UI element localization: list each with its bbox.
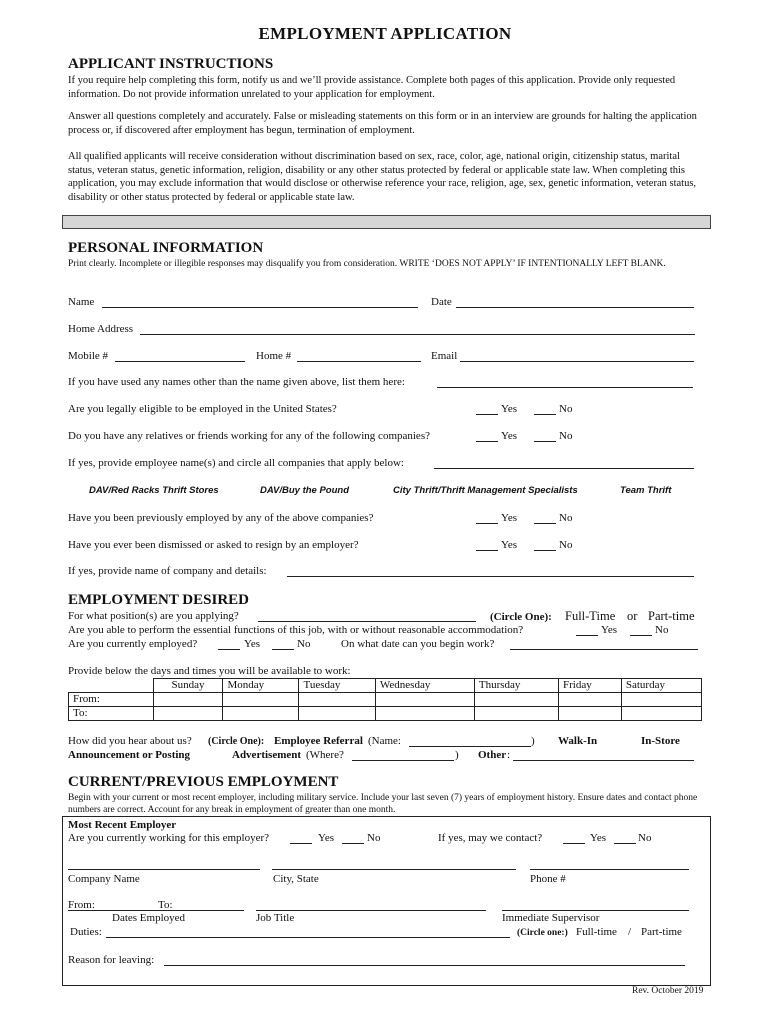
previously-employed-yes-label: Yes [501, 512, 518, 524]
name-field[interactable] [102, 307, 418, 308]
dismissed-no-label: No [559, 539, 573, 551]
day-sunday: Sunday [153, 679, 223, 693]
job-title-label: Job Title [256, 912, 295, 924]
relatives-names-label: If yes, provide employee name(s) and circle all companies that apply below: [68, 457, 404, 469]
company-name-field[interactable] [68, 869, 260, 870]
eligible-no-blank[interactable] [534, 414, 556, 415]
instructions-paragraph-3: All qualified applicants will receive consideration without discrimination based on sex, race, color, age, national origin, citizenship status, marital status, veteran status, genetic information, religion, disability or any other status protected by federal or applicable state law. When completing this application, you may exclude information that would disclose or otherwise reference your race, religion, age, sex, genetic information, veteran status, disability or other status protected by federal or applicable state law. [68, 151, 697, 203]
or-text: or [627, 609, 638, 623]
thursday-to-cell[interactable] [474, 707, 558, 721]
day-monday: Monday [223, 679, 299, 693]
duties-option-part-time[interactable]: Part-time [641, 926, 682, 938]
other-field[interactable] [513, 760, 694, 761]
employment-heading: CURRENT/PREVIOUS EMPLOYMENT [68, 774, 339, 790]
relatives-no-blank[interactable] [534, 441, 556, 442]
desired-heading: EMPLOYMENT DESIRED [68, 592, 249, 608]
sunday-from-cell[interactable] [153, 693, 223, 707]
essential-yes-blank[interactable] [576, 635, 598, 636]
availability-corner [69, 679, 154, 693]
company-dav-red-racks[interactable]: DAV/Red Racks Thrift Stores [89, 485, 219, 496]
duties-label: Duties: [70, 926, 102, 938]
other-names-field[interactable] [437, 387, 693, 388]
currently-working-yes-blank[interactable] [290, 843, 312, 844]
mobile-field[interactable] [115, 361, 245, 362]
email-field[interactable] [460, 361, 694, 362]
eligible-no-label: No [559, 403, 573, 415]
dates-from-label: From: [68, 899, 95, 911]
page-title: EMPLOYMENT APPLICATION [258, 24, 512, 43]
company-city-thrift[interactable]: City Thrift/Thrift Management Specialists [393, 485, 578, 496]
instructions-paragraph-2: Answer all questions completely and accurately. False or misleading statements on this form or in an interview are grounds for halting the application process or, if discovered after employment has begun, termination of employment. [68, 111, 697, 136]
currently-working-yes-label: Yes [318, 832, 335, 844]
relatives-no-label: No [559, 430, 573, 442]
dates-employed-field[interactable] [68, 910, 244, 911]
wednesday-to-cell[interactable] [375, 707, 474, 721]
option-part-time[interactable]: Part-time [648, 609, 695, 623]
personal-note: Print clearly. Incomplete or illegible responses may disqualify you from consideration. WRITE ‘DOES NOT APPLY’ IF INTENTIONALLY LEFT BLANK. [68, 259, 666, 269]
referral-name-field[interactable] [409, 746, 531, 747]
essential-no-label: No [655, 624, 669, 636]
essential-no-blank[interactable] [630, 635, 652, 636]
dismissed-yes-label: Yes [501, 539, 518, 551]
employment-note: Begin with your current or most recent employer, including military service. Include your last seven (7) years of employment history. Ensure dates and contact phone numbers are correct. Account for any break in employment of greater than one month. [68, 793, 698, 815]
eligible-question: Are you legally eligible to be employed in the United States? [68, 403, 337, 415]
company-name-label: Company Name [68, 873, 140, 885]
wednesday-from-cell[interactable] [375, 693, 474, 707]
may-contact-no-label: No [638, 832, 652, 844]
company-dav-buy-the-pound[interactable]: DAV/Buy the Pound [260, 485, 350, 496]
currently-employed-yes-label: Yes [244, 638, 261, 650]
job-title-field[interactable] [256, 910, 486, 911]
reason-leaving-field[interactable] [164, 965, 685, 966]
tuesday-from-cell[interactable] [299, 693, 375, 707]
dismissed-question: Have you ever been dismissed or asked to resign by an employer? [68, 539, 359, 551]
other-colon: : [507, 749, 511, 761]
option-announcement[interactable]: Announcement or Posting [68, 749, 191, 761]
city-state-label: City, State [273, 873, 319, 885]
essential-yes-label: Yes [601, 624, 618, 636]
phone-label: Phone # [530, 873, 566, 885]
option-in-store[interactable]: In-Store [641, 735, 680, 747]
day-tuesday: Tuesday [299, 679, 375, 693]
dismissed-no-blank[interactable] [534, 550, 556, 551]
availability-table [68, 678, 702, 721]
currently-working-no-label: No [367, 832, 381, 844]
eligible-yes-blank[interactable] [476, 414, 498, 415]
home-address-field[interactable] [140, 334, 695, 335]
currently-employed-no-blank[interactable] [272, 649, 294, 650]
hear-about-label: How did you hear about us? [68, 735, 192, 747]
option-advertisement[interactable]: Advertisement [232, 749, 302, 761]
relatives-yes-blank[interactable] [476, 441, 498, 442]
day-thursday: Thursday [474, 679, 558, 693]
day-saturday: Saturday [621, 679, 701, 693]
position-field[interactable] [258, 621, 476, 622]
revision-date: Rev. October 2019 [632, 986, 704, 996]
currently-working-no-blank[interactable] [342, 843, 364, 844]
previously-employed-no-blank[interactable] [534, 523, 556, 524]
may-contact-yes-blank[interactable] [563, 843, 585, 844]
date-field[interactable] [456, 307, 694, 308]
company-details-label: If yes, provide name of company and details: [68, 565, 267, 577]
home-phone-label: Home # [256, 350, 292, 362]
supervisor-field[interactable] [502, 910, 689, 911]
home-address-label: Home Address [68, 323, 134, 335]
monday-to-cell[interactable] [223, 707, 299, 721]
currently-employed-question: Are you currently employed? [68, 638, 198, 650]
duties-slash: / [628, 926, 632, 938]
instructions-heading: APPLICANT INSTRUCTIONS [68, 56, 274, 72]
relatives-yes-label: Yes [501, 430, 518, 442]
supervisor-label: Immediate Supervisor [502, 912, 600, 924]
advertisement-where-field[interactable] [352, 760, 454, 761]
reason-leaving-label: Reason for leaving: [68, 954, 155, 966]
company-team-thrift[interactable]: Team Thrift [620, 485, 672, 496]
email-label: Email [431, 350, 458, 362]
referral-name-label: (Name: [368, 735, 401, 747]
row-from-label: From: [69, 693, 154, 707]
friday-to-cell[interactable] [559, 707, 622, 721]
date-label: Date [431, 296, 452, 308]
most-recent-employer-label: Most Recent Employer [68, 819, 177, 831]
position-circle-one: (Circle One): [490, 611, 552, 623]
dismissed-yes-blank[interactable] [476, 550, 498, 551]
position-label: For what position(s) are you applying? [68, 610, 239, 622]
hear-circle-one: (Circle One): [208, 736, 265, 747]
eligible-yes-label: Yes [501, 403, 518, 415]
option-full-time[interactable]: Full-Time [565, 609, 616, 623]
may-contact-question: If yes, may we contact? [438, 832, 543, 844]
phone-field[interactable] [530, 869, 689, 870]
instructions-paragraph-1: If you require help completing this form, notify us and we’ll provide assistance. Complete both pages of this application. Provide only requested information. Do not provide information unrelated to your application for employment. [68, 75, 676, 100]
previously-employed-yes-blank[interactable] [476, 523, 498, 524]
company-details-field[interactable] [287, 576, 694, 577]
section-divider-bar [62, 215, 711, 229]
relatives-question: Do you have any relatives or friends working for any of the following companies? [68, 430, 430, 442]
currently-employed-yes-blank[interactable] [218, 649, 240, 650]
referral-close-paren: ) [531, 735, 535, 747]
availability-label: Provide below the days and times you will be available to work: [68, 665, 351, 677]
day-friday: Friday [559, 679, 622, 693]
mobile-label: Mobile # [68, 350, 109, 362]
currently-working-question: Are you currently working for this employer? [68, 832, 269, 844]
may-contact-yes-label: Yes [590, 832, 607, 844]
duties-circle-one: (Circle one:) [517, 928, 568, 938]
tuesday-to-cell[interactable] [299, 707, 375, 721]
personal-heading: PERSONAL INFORMATION [68, 240, 264, 256]
begin-work-field[interactable] [510, 649, 698, 650]
option-employee-referral[interactable]: Employee Referral [274, 735, 363, 747]
essential-functions-question: Are you able to perform the essential functions of this job, with or without reasonable accommodation? [68, 624, 524, 636]
advertisement-where-label: (Where? [306, 749, 344, 761]
option-other[interactable]: Other [478, 749, 507, 761]
currently-employed-no-label: No [297, 638, 311, 650]
dates-employed-label: Dates Employed [112, 912, 186, 924]
friday-from-cell[interactable] [559, 693, 622, 707]
dates-to-label: To: [158, 899, 173, 911]
relatives-names-field[interactable] [434, 468, 694, 469]
where-close-paren: ) [455, 749, 459, 761]
duties-option-full-time[interactable]: Full-time [576, 926, 617, 938]
duties-field[interactable] [106, 937, 510, 938]
other-names-label: If you have used any names other than the name given above, list them here: [68, 376, 405, 388]
option-walk-in[interactable]: Walk-In [558, 735, 598, 747]
thursday-from-cell[interactable] [474, 693, 558, 707]
sunday-to-cell[interactable] [153, 707, 223, 721]
city-state-field[interactable] [272, 869, 516, 870]
previously-employed-no-label: No [559, 512, 573, 524]
monday-from-cell[interactable] [223, 693, 299, 707]
home-phone-field[interactable] [297, 361, 421, 362]
previously-employed-question: Have you been previously employed by any of the above companies? [68, 512, 374, 524]
saturday-from-cell[interactable] [621, 693, 701, 707]
name-label: Name [68, 296, 95, 308]
saturday-to-cell[interactable] [621, 707, 701, 721]
day-wednesday: Wednesday [375, 679, 474, 693]
begin-work-question: On what date can you begin work? [341, 638, 495, 650]
may-contact-no-blank[interactable] [614, 843, 636, 844]
row-to-label: To: [69, 707, 154, 721]
